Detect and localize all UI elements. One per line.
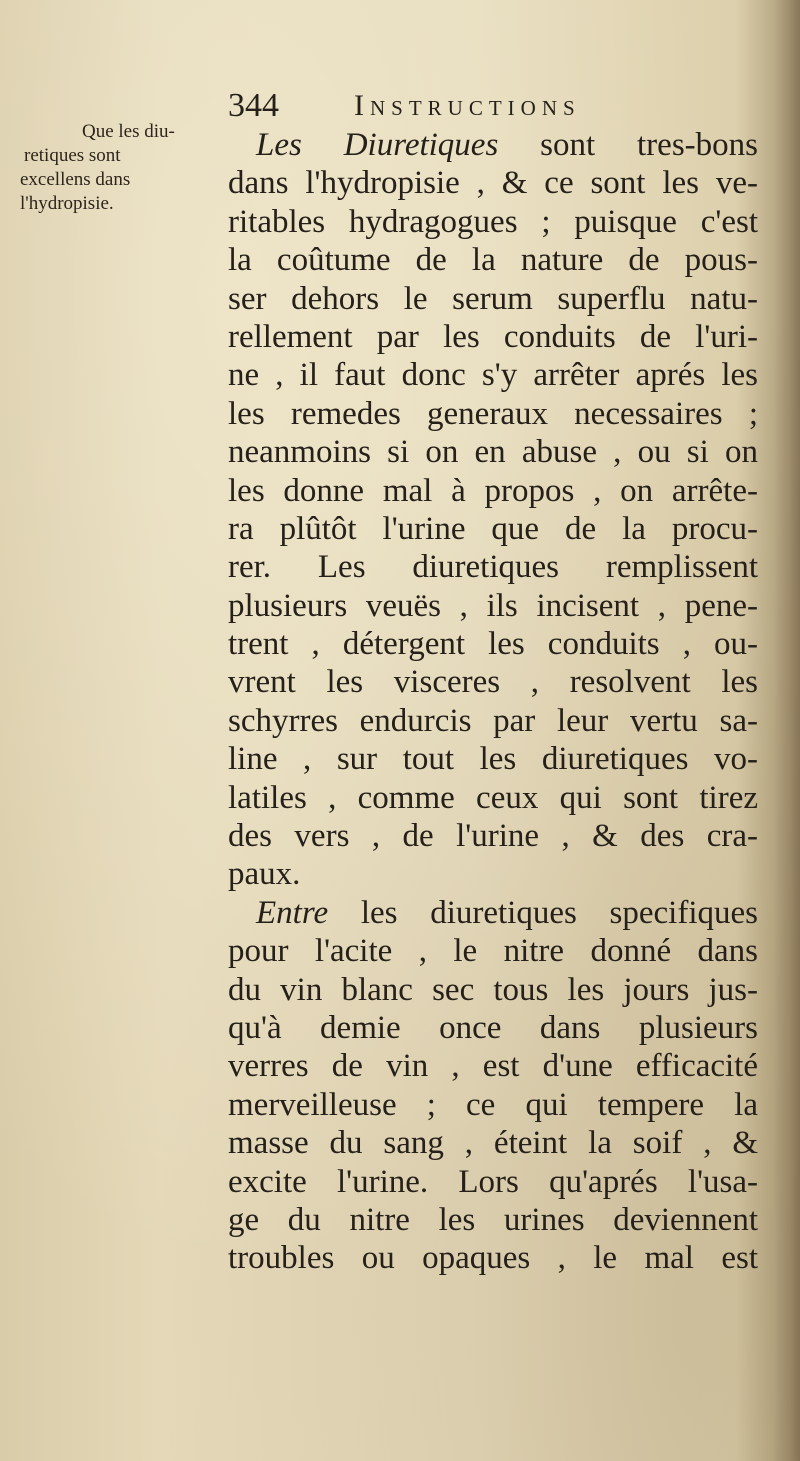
- text-line-content: sont tres-bons: [498, 127, 758, 163]
- text-line: du vin blanc sec tous les jours jus-: [228, 971, 758, 1008]
- text-line: verres de vin , est d'une efficacité: [228, 1048, 758, 1085]
- paragraph-lead-italic: Entre: [256, 894, 329, 931]
- text-line: la coûtume de la nature de pous-: [228, 242, 758, 279]
- text-line: dans l'hydropisie , & ce sont les ve-: [228, 165, 758, 202]
- text-line-content: les diuretiques specifiques: [328, 894, 758, 931]
- text-line: rellement par les conduits de l'uri-: [228, 318, 758, 355]
- text-line: line , sur tout les diuretiques vo-: [228, 741, 758, 778]
- page-header: [228, 86, 748, 126]
- text-line: les remedes generaux necessaires ;: [228, 395, 758, 432]
- marginal-note-line: excellens dans: [20, 169, 131, 190]
- body-text: [228, 126, 758, 1278]
- marginal-note-line: Que les diu-: [82, 121, 175, 142]
- text-line: masse du sang , éteint la soif , &: [228, 1125, 758, 1162]
- text-line: ser dehors le serum superflu natu-: [228, 280, 758, 317]
- text-line: latiles , comme ceux qui sont tirez: [228, 779, 758, 816]
- text-line: merveilleuse ; ce qui tempere la: [228, 1086, 758, 1123]
- marginal-note-line: retiques sont: [24, 145, 121, 166]
- text-line: plusieurs veuës , ils incisent , pene-: [228, 587, 758, 624]
- text-line: rer. Les diuretiques remplissent: [228, 549, 758, 586]
- marginal-note: [20, 120, 230, 216]
- text-line: trent , détergent les conduits , ou-: [228, 626, 758, 663]
- text-line: pour l'acite , le nitre donné dans: [228, 933, 758, 970]
- text-line: ritables hydragogues ; puisque c'est: [228, 203, 758, 240]
- text-line: excite l'urine. Lors qu'aprés l'usa-: [228, 1163, 758, 1200]
- text-line: schyrres endurcis par leur vertu sa-: [228, 702, 758, 739]
- text-line: [228, 126, 758, 164]
- text-line: les donne mal à propos , on arrête-: [228, 472, 758, 509]
- paragraph-lead-italic: Les Diuretiques: [256, 127, 499, 163]
- text-line: paux.: [228, 856, 301, 893]
- text-line: ra plûtôt l'urine que de la procu-: [228, 510, 758, 547]
- marginal-note-line: l'hydropisie.: [20, 193, 114, 214]
- text-line: [228, 894, 758, 932]
- text-line: vrent les visceres , resolvent les: [228, 664, 758, 701]
- text-line: neanmoins si on en abuse , ou si on: [228, 434, 758, 471]
- page-number: 344: [228, 87, 279, 124]
- text-line: des vers , de l'urine , & des cra-: [228, 818, 758, 855]
- running-head: Instructions: [354, 89, 581, 122]
- text-line: qu'à demie once dans plusieurs: [228, 1009, 758, 1046]
- text-line: troubles ou opaques , le mal est: [228, 1240, 758, 1277]
- text-line: ne , il faut donc s'y arrêter aprés les: [228, 357, 758, 394]
- text-line: ge du nitre les urines deviennent: [228, 1201, 758, 1238]
- page-edge-shadow: [774, 0, 800, 1461]
